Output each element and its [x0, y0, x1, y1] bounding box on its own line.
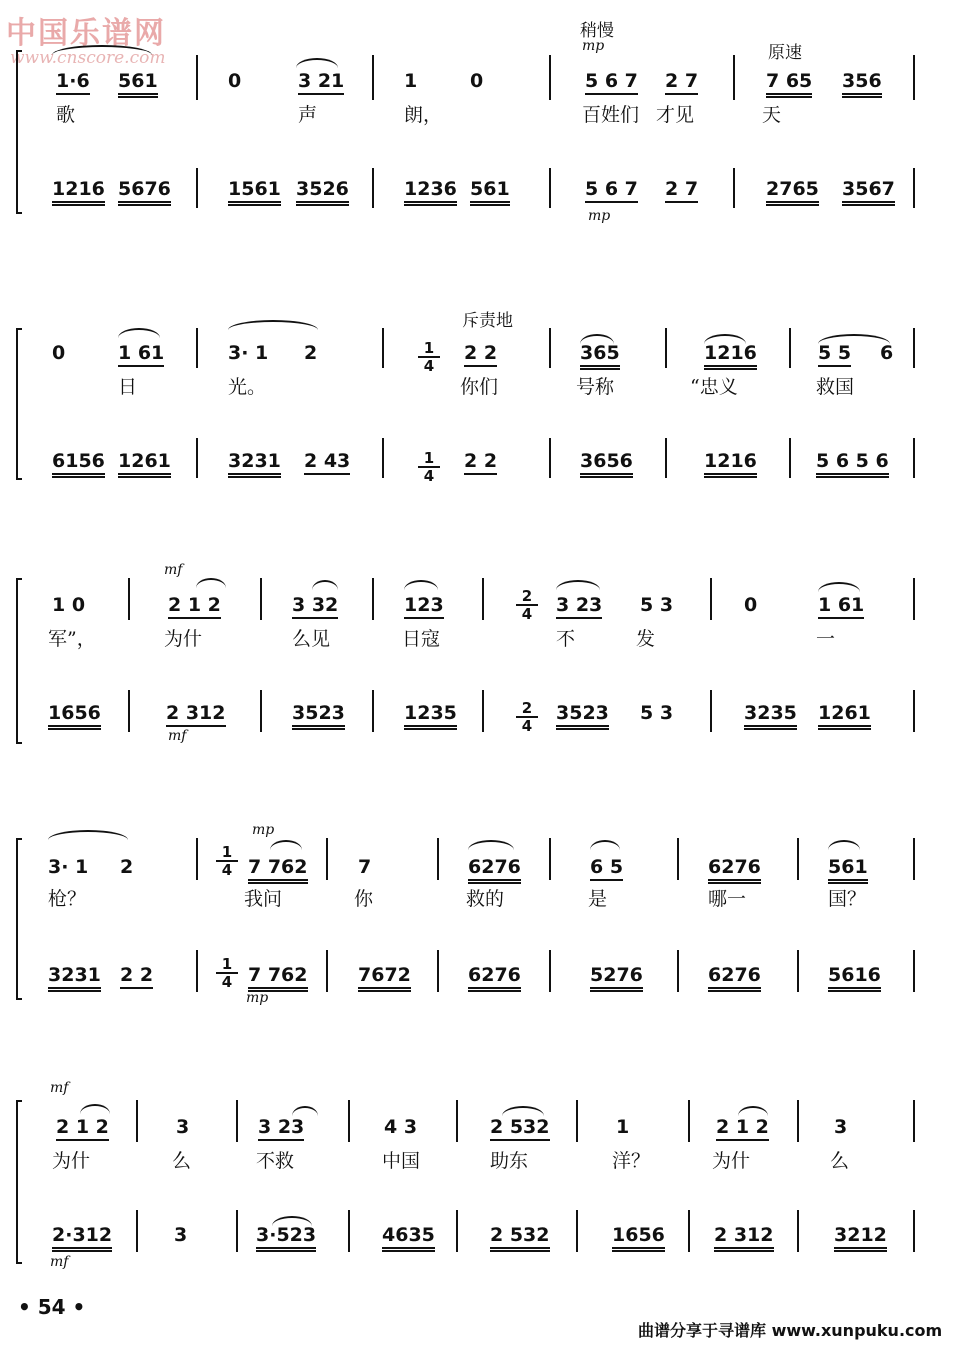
slur-mark: [80, 1104, 110, 1114]
accomp-note: 3231: [48, 964, 101, 992]
accomp-note: 2·312: [52, 1224, 112, 1252]
barline: [196, 838, 198, 880]
barline: [136, 1210, 138, 1252]
voice-note: 356: [842, 70, 882, 98]
voice-note: 123: [404, 594, 444, 619]
barline: [733, 168, 735, 208]
tempo-mark: 原速: [768, 43, 802, 63]
voice-note: 3 21: [298, 70, 344, 95]
lyric: 么: [172, 1150, 192, 1172]
accomp-note: 1561: [228, 178, 281, 206]
accomp-note: 1261: [818, 702, 871, 730]
time-signature: 1 4: [216, 956, 238, 990]
accomp-note: 6276: [708, 964, 761, 992]
barline: [549, 838, 551, 880]
voice-note: 0: [52, 342, 66, 364]
accomp-note: 2 532: [490, 1224, 550, 1252]
slur-mark: [590, 840, 620, 850]
accomp-note: 3526: [296, 178, 349, 206]
barline: [196, 950, 198, 992]
barline: [789, 438, 791, 478]
slur-mark: [556, 580, 600, 590]
voice-note: 3 23: [556, 594, 602, 619]
slur-mark: [270, 840, 302, 850]
system-brace: [16, 328, 22, 480]
barline: [196, 328, 198, 368]
voice-note: 3· 1: [228, 342, 269, 364]
accomp-note: 3523: [292, 702, 345, 730]
barline: [913, 1210, 915, 1252]
barline: [913, 690, 915, 732]
barline: [372, 690, 374, 732]
slur-mark: [118, 328, 160, 338]
barline: [913, 578, 915, 620]
accomp-note: 5616: [828, 964, 881, 992]
lyric: 你: [354, 888, 374, 910]
voice-note: 0: [228, 70, 242, 92]
voice-note: 0: [744, 594, 758, 616]
lyric: 救的: [466, 888, 505, 910]
barline: [913, 55, 915, 100]
voice-note: 6276: [708, 856, 761, 884]
barline: [549, 438, 551, 478]
dynamic-mark: mp: [252, 822, 275, 838]
lyric: 不: [556, 628, 576, 650]
lyric: 歌: [56, 104, 76, 126]
barline: [326, 838, 328, 880]
barline: [128, 578, 130, 620]
barline: [913, 1100, 915, 1142]
lyric: 国？: [828, 888, 867, 910]
lyric: 为什: [164, 628, 203, 650]
dynamic-mark: mp: [582, 38, 605, 54]
voice-note: 2 7: [665, 70, 698, 95]
lyric: 你们: [460, 376, 499, 398]
accomp-note: 1216: [52, 178, 105, 206]
slur-mark: [312, 580, 338, 590]
lyric: 天: [762, 104, 782, 126]
voice-note: 2 1 2: [168, 594, 221, 619]
slur-mark: [48, 830, 128, 840]
voice-note: 2 2: [464, 342, 497, 367]
lyric: 声: [298, 104, 318, 126]
barline: [913, 328, 915, 368]
slur-mark: [196, 578, 226, 588]
accomp-note: 5 6 7: [585, 178, 638, 203]
voice-note: 1: [616, 1116, 630, 1138]
barline: [348, 1100, 350, 1142]
barline: [549, 328, 551, 368]
barline: [382, 438, 384, 478]
accomp-note: 4635: [382, 1224, 435, 1252]
system-brace: [16, 1100, 22, 1264]
system-brace: [16, 50, 22, 214]
accomp-note: 3·523: [256, 1224, 316, 1252]
lyric: “忠义: [690, 376, 738, 398]
lyric: 是: [588, 888, 608, 910]
barline: [196, 55, 198, 100]
accomp-note: 5676: [118, 178, 171, 206]
barline: [437, 950, 439, 992]
barline: [710, 690, 712, 732]
slur-mark: [738, 1106, 768, 1116]
accomp-note: 2765: [766, 178, 819, 206]
slur-mark: [818, 582, 860, 592]
time-signature: 2 4: [516, 588, 538, 622]
voice-note: 4 3: [384, 1116, 418, 1138]
voice-note: 3 32: [292, 594, 338, 619]
accomp-note: 1656: [612, 1224, 665, 1252]
time-signature: 1 4: [216, 844, 238, 878]
accomp-note: 3656: [580, 450, 633, 478]
voice-note: 1: [404, 70, 418, 92]
voice-note: 6276: [468, 856, 521, 884]
source-credit: 曲谱分享于寻谱库 www.xunpuku.com: [638, 1321, 943, 1340]
accomp-note: 2 7: [665, 178, 698, 203]
barline: [913, 838, 915, 880]
time-signature: 1 4: [418, 340, 440, 374]
barline: [688, 1100, 690, 1142]
accomp-note: 2 312: [166, 702, 226, 727]
barline: [456, 1100, 458, 1142]
voice-note: 1 61: [818, 594, 864, 619]
accomp-note: 5276: [590, 964, 643, 992]
lyric: 哪一: [708, 888, 747, 910]
barline: [576, 1100, 578, 1142]
voice-note: 3: [176, 1116, 190, 1138]
barline: [797, 1100, 799, 1142]
lyric: 号称: [576, 376, 615, 398]
barline: [372, 55, 374, 100]
accomp-note: 3567: [842, 178, 895, 206]
barline: [677, 838, 679, 880]
voice-note: 7 762: [248, 856, 308, 884]
time-signature: 2 4: [516, 700, 538, 734]
tempo-mark: 稍慢: [580, 21, 614, 41]
accomp-note: 1216: [704, 450, 757, 478]
voice-note: 1·6: [56, 70, 90, 95]
dynamic-mark: mf: [168, 728, 187, 744]
barline: [136, 1100, 138, 1142]
slur-mark: [292, 1106, 318, 1116]
watermark-site-name: 中国乐谱网: [6, 16, 166, 51]
barline: [665, 438, 667, 478]
slur-mark: [502, 1106, 544, 1116]
barline: [797, 1210, 799, 1252]
lyric: 我问: [244, 888, 283, 910]
lyric: 洋？: [612, 1150, 651, 1172]
barline: [348, 1210, 350, 1252]
voice-note: 2 1 2: [716, 1116, 769, 1141]
voice-note: 561: [118, 70, 158, 98]
accomp-note: 6156: [52, 450, 105, 478]
barline: [913, 168, 915, 208]
accomp-note: 3523: [556, 702, 609, 730]
voice-note: 5 6 7: [585, 70, 638, 95]
dynamic-mark: mf: [50, 1080, 69, 1096]
system-brace: [16, 578, 22, 744]
accomp-note: 2 43: [304, 450, 350, 475]
lyric: 日寇: [402, 628, 441, 650]
lyric: 日: [118, 376, 138, 398]
slur-mark: [468, 840, 514, 850]
time-signature: 1 4: [418, 450, 440, 484]
voice-note: 1 61: [118, 342, 164, 367]
accomp-note: 3: [174, 1224, 188, 1246]
accomp-note: 2 2: [120, 964, 153, 989]
barline: [326, 950, 328, 992]
dynamic-mark: mf: [50, 1254, 69, 1270]
accomp-note: 3235: [744, 702, 797, 730]
lyric: 百姓们: [582, 104, 640, 126]
barline: [456, 1210, 458, 1252]
lyric: 才见: [656, 104, 695, 126]
barline: [482, 578, 484, 620]
barline: [260, 690, 262, 732]
barline: [128, 690, 130, 732]
voice-note: 1 0: [52, 594, 86, 616]
barline: [913, 438, 915, 478]
lyric: 为什: [52, 1150, 91, 1172]
watermark-url: www.cnscore.com: [10, 48, 166, 68]
barline: [236, 1100, 238, 1142]
barline: [789, 328, 791, 368]
barline: [710, 578, 712, 620]
voice-note: 5 3: [640, 594, 674, 616]
barline: [260, 578, 262, 620]
accomp-note: 561: [470, 178, 510, 206]
accomp-note: 5 3: [640, 702, 674, 724]
accomp-note: 3231: [228, 450, 281, 478]
voice-note: 7: [358, 856, 372, 878]
voice-note: 7 65: [766, 70, 812, 98]
accomp-note: 2 2: [464, 450, 497, 475]
voice-note: 3· 1: [48, 856, 89, 878]
lyric: 中国: [382, 1150, 421, 1172]
voice-note: 2: [304, 342, 318, 364]
lyric: 枪？: [48, 888, 87, 910]
barline: [665, 328, 667, 368]
voice-note: 3 23: [258, 1116, 304, 1141]
barline: [688, 1210, 690, 1252]
slur-mark: [828, 840, 860, 850]
barline: [482, 690, 484, 732]
lyric: 军”，: [48, 628, 96, 650]
accomp-note: 5 6 5 6: [816, 450, 889, 478]
barline: [913, 950, 915, 992]
barline: [797, 838, 799, 880]
accomp-note: 1235: [404, 702, 457, 730]
barline: [236, 1210, 238, 1252]
accomp-note: 1236: [404, 178, 457, 206]
slur-mark: [404, 580, 438, 590]
voice-note: 3: [834, 1116, 848, 1138]
voice-note: 2: [120, 856, 134, 878]
barline: [797, 950, 799, 992]
lyric: 为什: [712, 1150, 751, 1172]
barline: [549, 55, 551, 100]
voice-note: 2 1 2: [56, 1116, 109, 1141]
accomp-note: 2 312: [714, 1224, 774, 1252]
slur-mark: [228, 320, 318, 330]
barline: [576, 1210, 578, 1252]
voice-note: 561: [828, 856, 868, 884]
lyric: 么见: [292, 628, 331, 650]
voice-note: 1216: [704, 342, 757, 370]
dynamic-mark: mf: [164, 562, 183, 578]
accomp-note: 7672: [358, 964, 411, 992]
barline: [382, 328, 384, 368]
barline: [372, 578, 374, 620]
lyric: 不救: [256, 1150, 295, 1172]
accomp-note: 3212: [834, 1224, 887, 1252]
accomp-note: 7 762: [248, 964, 308, 992]
lyric: 朗，: [404, 104, 443, 126]
barline: [196, 438, 198, 478]
lyric: 一: [816, 628, 836, 650]
barline: [677, 950, 679, 992]
accomp-note: 6276: [468, 964, 521, 992]
accomp-note: 1261: [118, 450, 171, 478]
voice-note: 6 5: [590, 856, 623, 881]
barline: [196, 168, 198, 208]
system-brace: [16, 838, 22, 1000]
voice-note: 2 532: [490, 1116, 550, 1141]
barline: [437, 838, 439, 880]
lyric: 光。: [228, 376, 267, 398]
page-number: • 54 •: [18, 1295, 86, 1319]
dynamic-mark: mp: [588, 208, 611, 224]
lyric: 发: [636, 628, 656, 650]
barline: [549, 168, 551, 208]
barline: [733, 55, 735, 100]
dynamic-mark: mp: [246, 990, 269, 1006]
voice-note: 5 5: [818, 342, 851, 367]
barline: [372, 168, 374, 208]
lyric: 救国: [816, 376, 855, 398]
tempo-mark: 斥责地: [462, 311, 513, 331]
voice-note: 0: [470, 70, 484, 92]
barline: [549, 950, 551, 992]
lyric: 么: [830, 1150, 850, 1172]
slur-mark: [296, 58, 338, 68]
voice-note: 365: [580, 342, 620, 370]
accomp-note: 1656: [48, 702, 101, 730]
voice-note: 6: [880, 342, 894, 364]
lyric: 助东: [490, 1150, 529, 1172]
